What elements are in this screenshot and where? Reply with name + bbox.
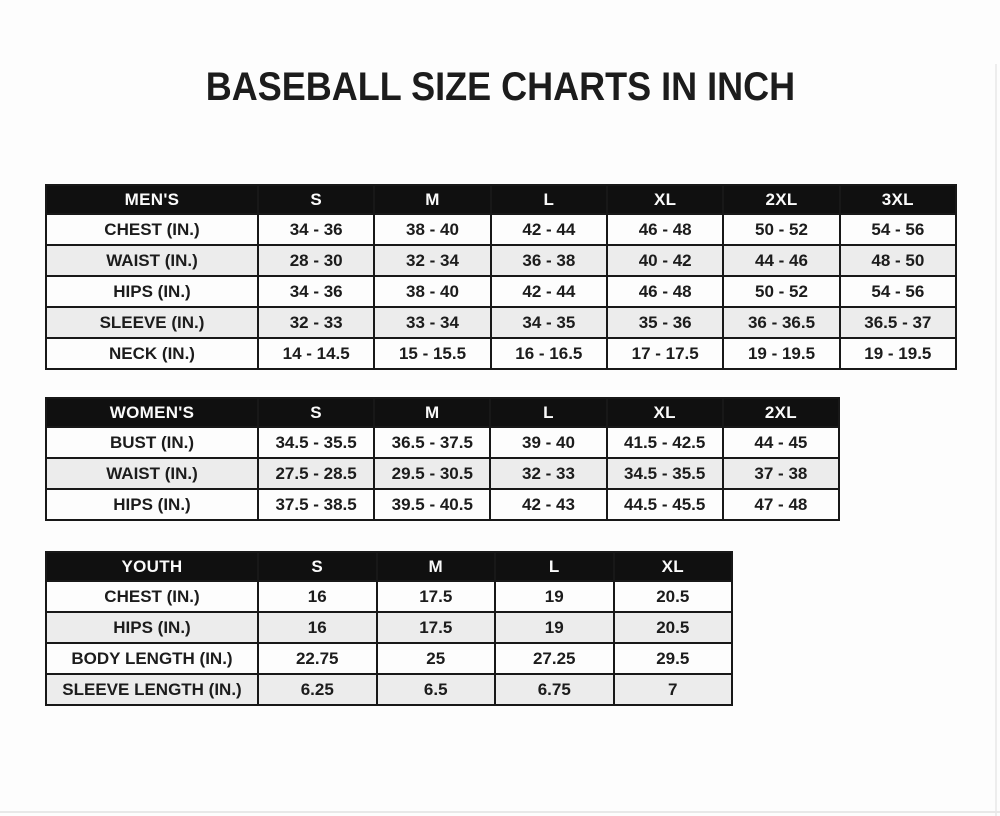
column-header: 2XL — [724, 399, 838, 426]
value-cell: 16 - 16.5 — [492, 339, 606, 368]
value-cell: 37.5 - 38.5 — [259, 490, 373, 519]
value-cell: 46 - 48 — [608, 215, 722, 244]
column-header: M — [375, 186, 489, 213]
value-cell: 39.5 - 40.5 — [375, 490, 489, 519]
value-cell: 34 - 35 — [492, 308, 606, 337]
value-cell: 41.5 - 42.5 — [608, 428, 722, 457]
table-group-label: MEN'S — [47, 186, 257, 213]
row-label-cell: SLEEVE (IN.) — [47, 308, 257, 337]
value-cell: 48 - 50 — [841, 246, 955, 275]
value-cell: 37 - 38 — [724, 459, 838, 488]
value-cell: 33 - 34 — [375, 308, 489, 337]
row-label-cell: WAIST (IN.) — [47, 459, 257, 488]
value-cell: 32 - 34 — [375, 246, 489, 275]
value-cell: 6.75 — [496, 675, 613, 704]
value-cell: 47 - 48 — [724, 490, 838, 519]
value-cell: 22.75 — [259, 644, 376, 673]
value-cell: 6.5 — [378, 675, 495, 704]
value-cell: 29.5 - 30.5 — [375, 459, 489, 488]
value-cell: 34.5 - 35.5 — [608, 459, 722, 488]
column-header: XL — [615, 553, 732, 580]
value-cell: 50 - 52 — [724, 277, 838, 306]
edge-shadow-right — [995, 64, 997, 816]
value-cell: 7 — [615, 675, 732, 704]
value-cell: 36 - 38 — [492, 246, 606, 275]
row-label-cell: WAIST (IN.) — [47, 246, 257, 275]
page-title — [0, 64, 1000, 110]
value-cell: 19 — [496, 582, 613, 611]
value-cell: 17.5 — [378, 613, 495, 642]
value-cell: 17 - 17.5 — [608, 339, 722, 368]
column-header: M — [378, 553, 495, 580]
column-header: L — [496, 553, 613, 580]
column-header: L — [491, 399, 605, 426]
column-header: M — [375, 399, 489, 426]
value-cell: 34.5 - 35.5 — [259, 428, 373, 457]
value-cell: 16 — [259, 613, 376, 642]
value-cell: 42 - 43 — [491, 490, 605, 519]
value-cell: 54 - 56 — [841, 215, 955, 244]
value-cell: 40 - 42 — [608, 246, 722, 275]
womens-size-table — [45, 397, 840, 521]
row-label-cell: HIPS (IN.) — [47, 613, 257, 642]
value-cell: 50 - 52 — [724, 215, 838, 244]
value-cell: 42 - 44 — [492, 215, 606, 244]
value-cell: 32 - 33 — [491, 459, 605, 488]
column-header: 3XL — [841, 186, 955, 213]
value-cell: 32 - 33 — [259, 308, 373, 337]
value-cell: 36 - 36.5 — [724, 308, 838, 337]
size-chart-page — [0, 64, 1000, 816]
column-header: XL — [608, 186, 722, 213]
value-cell: 17.5 — [378, 582, 495, 611]
value-cell: 27.5 - 28.5 — [259, 459, 373, 488]
column-header: S — [259, 186, 373, 213]
value-cell: 29.5 — [615, 644, 732, 673]
value-cell: 46 - 48 — [608, 277, 722, 306]
value-cell: 38 - 40 — [375, 215, 489, 244]
value-cell: 27.25 — [496, 644, 613, 673]
row-label-cell: CHEST (IN.) — [47, 582, 257, 611]
value-cell: 34 - 36 — [259, 215, 373, 244]
value-cell: 36.5 - 37 — [841, 308, 955, 337]
youth-size-table — [45, 551, 733, 706]
value-cell: 20.5 — [615, 582, 732, 611]
row-label-cell: CHEST (IN.) — [47, 215, 257, 244]
row-label-cell: BUST (IN.) — [47, 428, 257, 457]
column-header: S — [259, 553, 376, 580]
value-cell: 34 - 36 — [259, 277, 373, 306]
value-cell: 28 - 30 — [259, 246, 373, 275]
value-cell: 20.5 — [615, 613, 732, 642]
column-header: XL — [608, 399, 722, 426]
value-cell: 15 - 15.5 — [375, 339, 489, 368]
value-cell: 35 - 36 — [608, 308, 722, 337]
value-cell: 39 - 40 — [491, 428, 605, 457]
value-cell: 44 - 46 — [724, 246, 838, 275]
table-group-label: WOMEN'S — [47, 399, 257, 426]
value-cell: 25 — [378, 644, 495, 673]
value-cell: 54 - 56 — [841, 277, 955, 306]
row-label-cell: NECK (IN.) — [47, 339, 257, 368]
value-cell: 19 — [496, 613, 613, 642]
value-cell: 42 - 44 — [492, 277, 606, 306]
row-label-cell: BODY LENGTH (IN.) — [47, 644, 257, 673]
value-cell: 44 - 45 — [724, 428, 838, 457]
value-cell: 19 - 19.5 — [724, 339, 838, 368]
column-header: S — [259, 399, 373, 426]
edge-shadow-bottom — [0, 811, 1000, 813]
table-group-label: YOUTH — [47, 553, 257, 580]
value-cell: 19 - 19.5 — [841, 339, 955, 368]
value-cell: 36.5 - 37.5 — [375, 428, 489, 457]
page-title-text: BASEBALL SIZE CHARTS IN INCH — [205, 65, 795, 109]
value-cell: 14 - 14.5 — [259, 339, 373, 368]
column-header: L — [492, 186, 606, 213]
row-label-cell: HIPS (IN.) — [47, 490, 257, 519]
value-cell: 6.25 — [259, 675, 376, 704]
value-cell: 38 - 40 — [375, 277, 489, 306]
row-label-cell: SLEEVE LENGTH (IN.) — [47, 675, 257, 704]
mens-size-table — [45, 184, 957, 370]
row-label-cell: HIPS (IN.) — [47, 277, 257, 306]
column-header: 2XL — [724, 186, 838, 213]
value-cell: 44.5 - 45.5 — [608, 490, 722, 519]
value-cell: 16 — [259, 582, 376, 611]
